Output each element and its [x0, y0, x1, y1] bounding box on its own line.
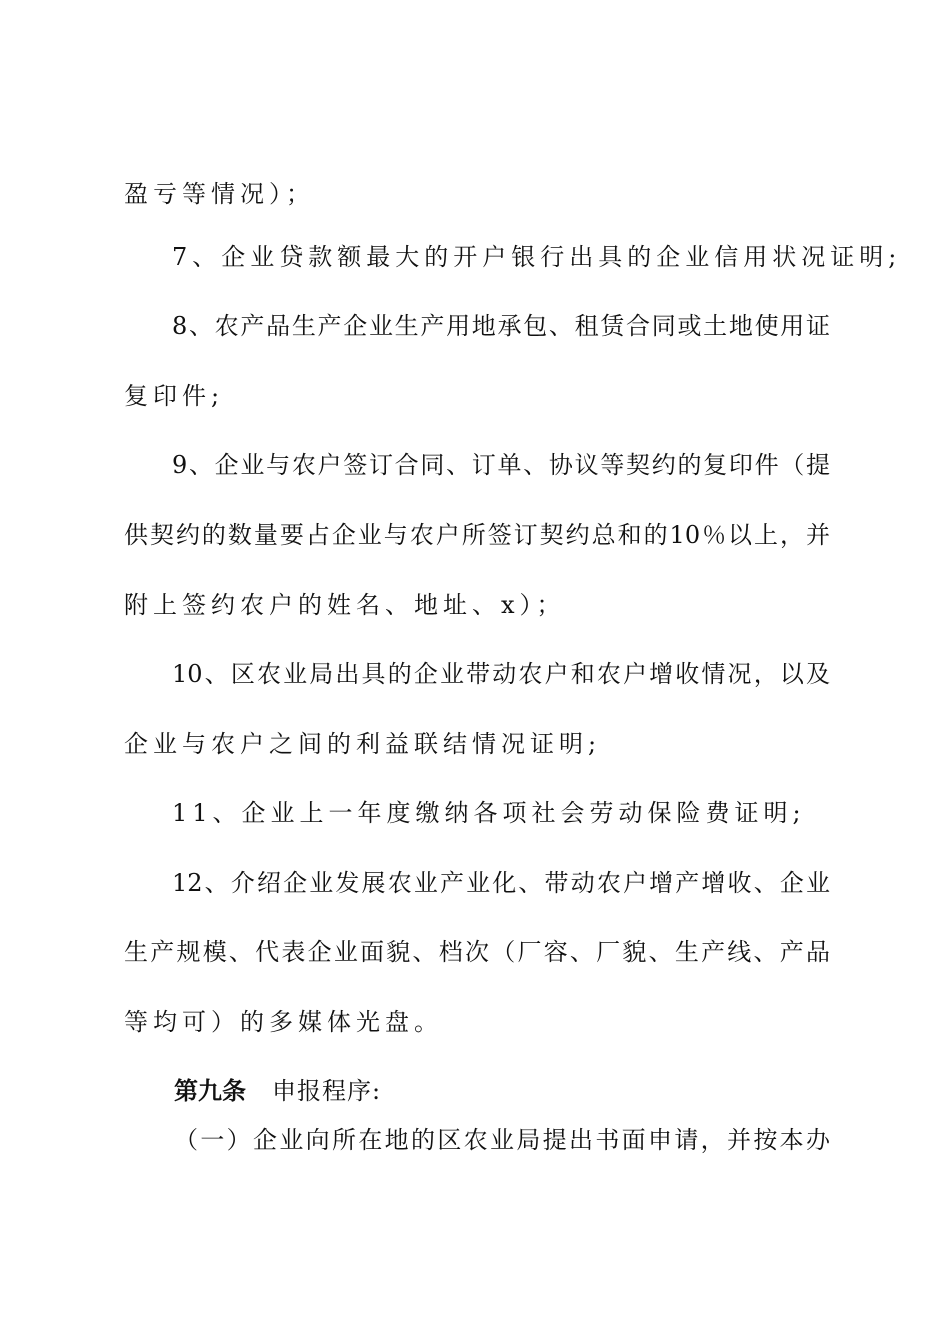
list-item-11: 11、企业上一年度缴纳各项社会劳动保险费证明; — [172, 799, 806, 827]
article-number: 第九条 — [174, 1076, 246, 1105]
text-line: 附上签约农户的姓名、地址、x）； — [124, 591, 566, 619]
list-item-10: 10、区农业局出具的企业带动农户和农户增收情况，以及 — [172, 660, 830, 688]
text-line: 生产规模、代表企业面貌、档次（厂容、厂貌、生产线、产品 — [124, 938, 830, 966]
list-item-8: 8、农产品生产企业生产用地承包、租赁合同或土地使用证 — [172, 312, 830, 340]
list-item-7: 7、企业贷款额最大的开户银行出具的企业信用状况证明; — [172, 243, 902, 271]
article-heading — [174, 1075, 381, 1107]
text-line: 企业与农户之间的利益联结情况证明; — [124, 730, 602, 758]
procedure-item-1: （一）企业向所在地的区农业局提出书面申请，并按本办 — [174, 1126, 830, 1154]
list-item-12: 12、介绍企业发展农业产业化、带动农户增产增收、企业 — [172, 869, 830, 897]
text-line: 供契约的数量要占企业与农户所签订契约总和的10％以上，并 — [124, 521, 830, 549]
article-title: 申报程序: — [272, 1077, 382, 1105]
list-item-9: 9、企业与农户签订合同、订单、协议等契约的复印件（提 — [172, 451, 830, 479]
text-line: 等均可）的多媒体光盘。 — [124, 1008, 443, 1036]
text-line: 盈亏等情况）； — [124, 180, 315, 208]
text-line: 复印件; — [124, 382, 225, 410]
